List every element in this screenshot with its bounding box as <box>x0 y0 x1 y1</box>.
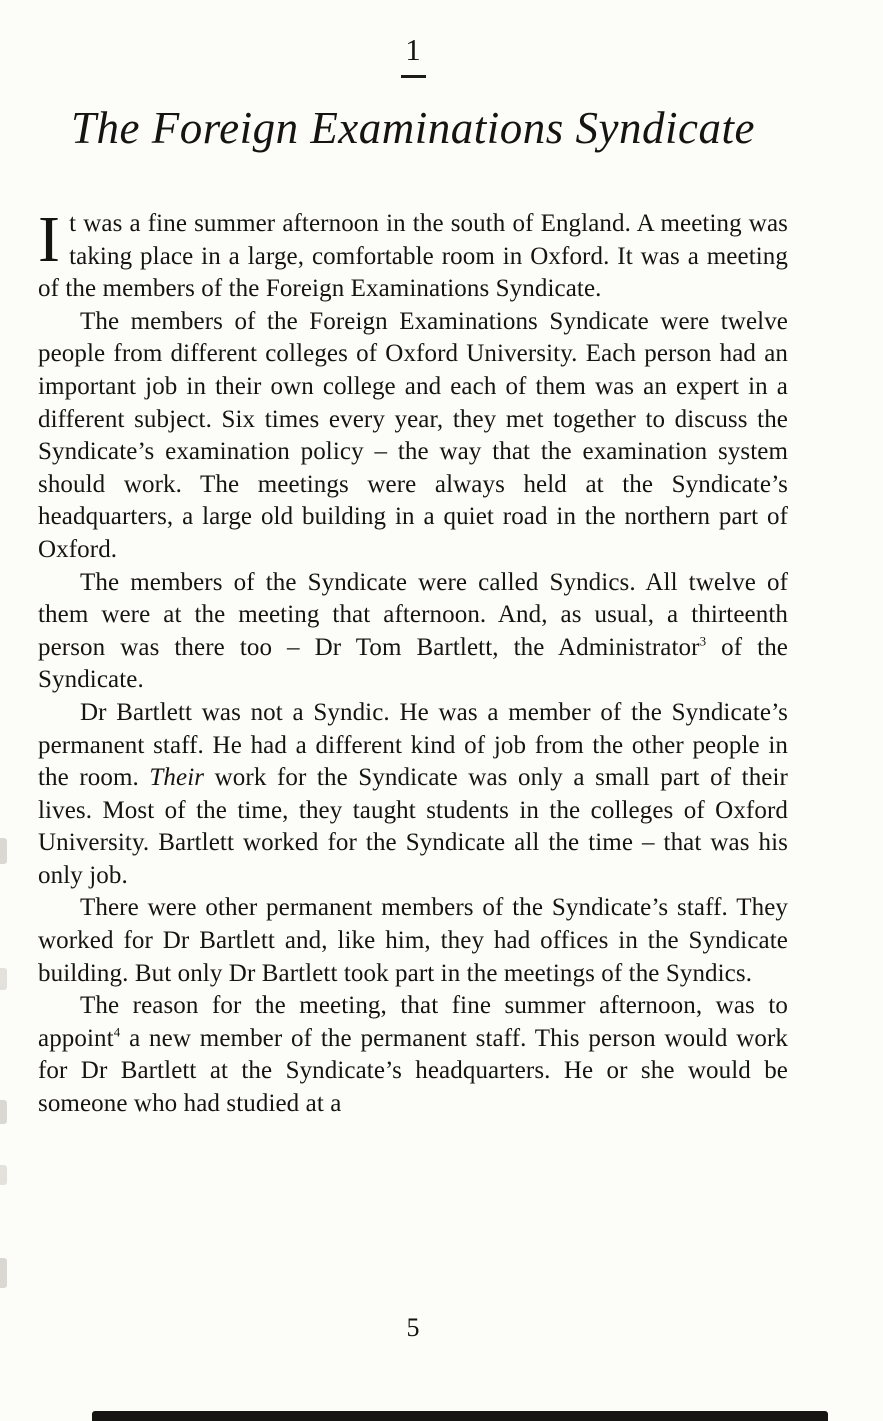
paragraph: There were other permanent members of the Syndicate’s staff. They worked for Dr Bartlett and, like him, they had offices in the Syndicate building. But only Dr Bartlett took part in the meetings of the Syndics. <box>38 894 788 987</box>
emphasis-text: Their <box>149 764 205 792</box>
scan-margin-artifact <box>0 968 7 990</box>
footnote-marker: 3 <box>699 633 707 649</box>
chapter-number: 1 <box>405 32 421 67</box>
drop-cap: I <box>38 203 61 276</box>
scan-margin-artifact <box>0 1100 7 1124</box>
paragraph: The reason for the meeting, that fine summer afternoon, was to appoint$^4$ a new member of the permanent staff. This person would work for Dr Bartlett at the Syndicate’s headquarters. He or she would be someone who had studied at a <box>38 992 788 1118</box>
paragraph: Dr Bartlett was not a Syndic. He was a member of the Syndicate’s permanent staff. He had a different kind of job from the other people in the room. Their work for the Syndicate was only a small part of their lives. Most of the time, they taught students in the colleges of Oxford University. Bartlett worked for the Syndicate all the time – that was his only job. <box>38 698 788 889</box>
chapter-rule <box>401 75 426 78</box>
body-text <box>38 203 788 1121</box>
scan-margin-artifact <box>0 1165 7 1185</box>
scan-margin-artifact <box>0 1258 7 1288</box>
paragraph: The members of the Syndicate were called Syndics. All twelve of them were at the meeting that afternoon. And, as usual, a thirteenth person was there too – Dr Tom Bartlett, the Administrator$^3$ of the Syndicate. <box>38 568 788 694</box>
page-number: 5 <box>406 1313 420 1342</box>
scan-margin-artifact <box>0 838 7 864</box>
chapter-title: The Foreign Examinations Syndicate <box>71 103 755 153</box>
paragraph: It was a fine summer afternoon in the south of England. A meeting was taking place in a large, comfortable room in Oxford. It was a meeting of the members of the Foreign Examinations Syndicate. <box>38 203 788 303</box>
scan-edge-artifact <box>92 1411 828 1421</box>
paragraph: The members of the Foreign Examinations Syndicate were twelve people from different colleges of Oxford University. Each person had an important job in their own college and each of them was an expert in a different subject. Six times every year, they met together to discuss the Syndicate’s examination policy – the way that the examination system should work. The meetings were always held at the Syndicate’s headquarters, a large old building in a quiet road in the northern part of Oxford. <box>38 307 788 563</box>
footnote-marker: 4 <box>113 1024 121 1040</box>
